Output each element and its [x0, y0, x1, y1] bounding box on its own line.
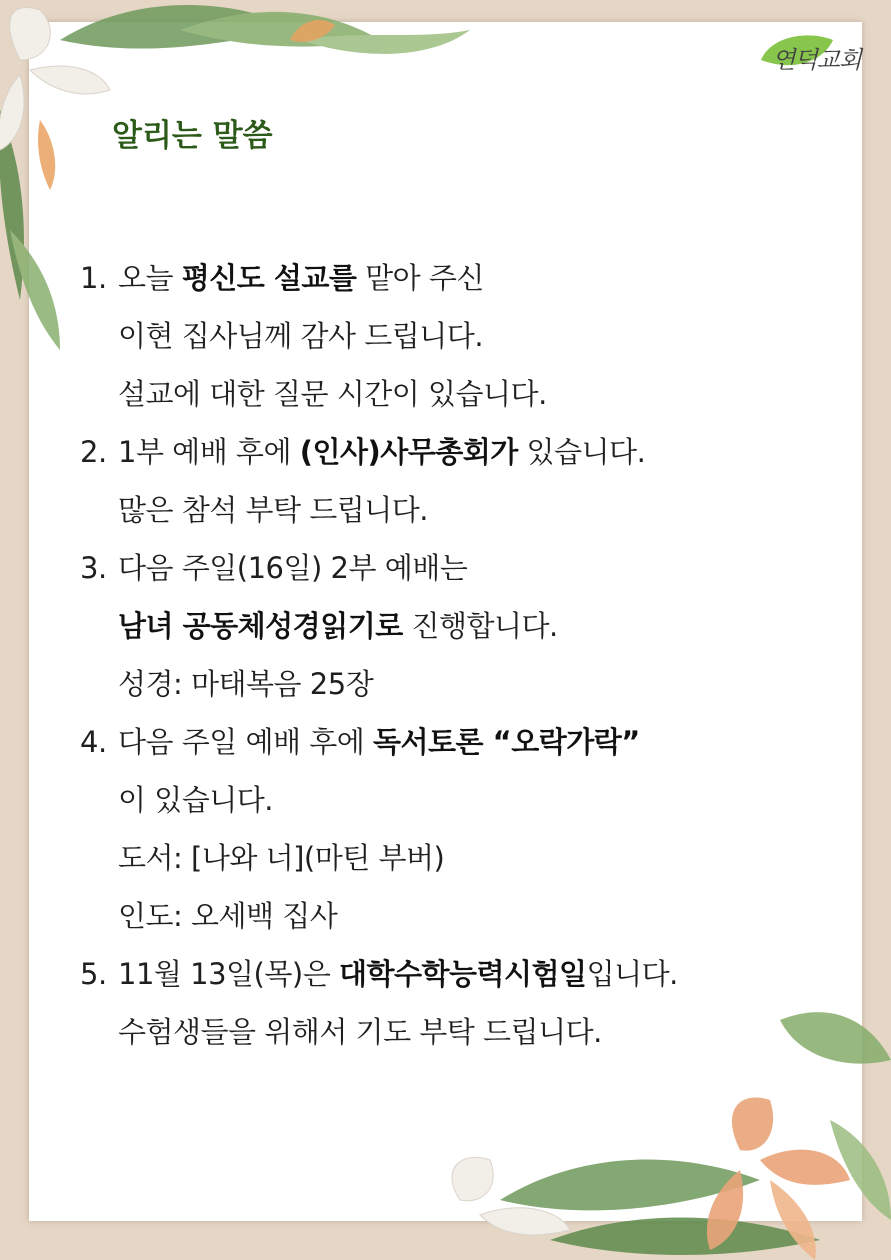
notice-item-4 [80, 713, 800, 945]
notice-item-3 [80, 539, 800, 713]
notice-text: 다음 주일 예배 후에 [118, 725, 373, 759]
notice-text: 11월 13일(목)은 [118, 957, 339, 991]
notice-line: 성경: 마태복음 25장 [118, 667, 374, 701]
notice-text: 1부 예배 후에 [118, 435, 300, 469]
notice-line [80, 597, 800, 655]
notice-list [80, 249, 800, 1061]
notice-line [80, 249, 800, 307]
page-title: 알리는 말씀 [112, 118, 273, 154]
notice-item-5 [80, 945, 800, 1061]
notice-highlight: 남녀 공동체성경읽기로 [118, 609, 403, 643]
notice-line [80, 945, 800, 1003]
notice-text: 오늘 [118, 261, 182, 295]
notice-line: 인도: 오세백 집사 [118, 899, 338, 933]
notice-highlight: 평신도 설교를 [181, 261, 357, 295]
notice-line: 이현 집사님께 감사 드립니다. [118, 319, 484, 353]
notice-text: 있습니다. [517, 435, 646, 469]
notice-text: 진행합니다. [402, 609, 558, 643]
notice-number: 5. [80, 957, 107, 991]
notice-item-2 [80, 423, 800, 539]
notice-text: 다음 주일(16일) 2부 예배는 [118, 551, 468, 585]
notice-line [80, 423, 800, 481]
notice-highlight: 대학수학능력시험일 [338, 957, 587, 991]
notice-text: 맡아 주신 [356, 261, 484, 295]
notice-line [80, 539, 800, 597]
notice-line: 많은 참석 부탁 드립니다. [118, 493, 429, 527]
notice-line: 이 있습니다. [118, 783, 274, 817]
notice-highlight: (인사)사무총회가 [299, 435, 518, 469]
notice-line: 도서: [나와 너](마틴 부버) [118, 841, 445, 875]
church-logo-text: 연덕교회 [772, 46, 861, 74]
notice-number: 1. [80, 261, 107, 295]
notice-item-1 [80, 249, 800, 423]
notice-number: 3. [80, 551, 107, 585]
notice-line [80, 713, 800, 771]
notice-line: 설교에 대한 질문 시간이 있습니다. [118, 377, 547, 411]
notice-number: 2. [80, 435, 107, 469]
notice-highlight: 독서토론 “오락가락” [373, 725, 640, 759]
notice-line: 수험생들을 위해서 기도 부탁 드립니다. [118, 1015, 602, 1049]
notice-number: 4. [80, 725, 107, 759]
notice-text: 입니다. [586, 957, 678, 991]
